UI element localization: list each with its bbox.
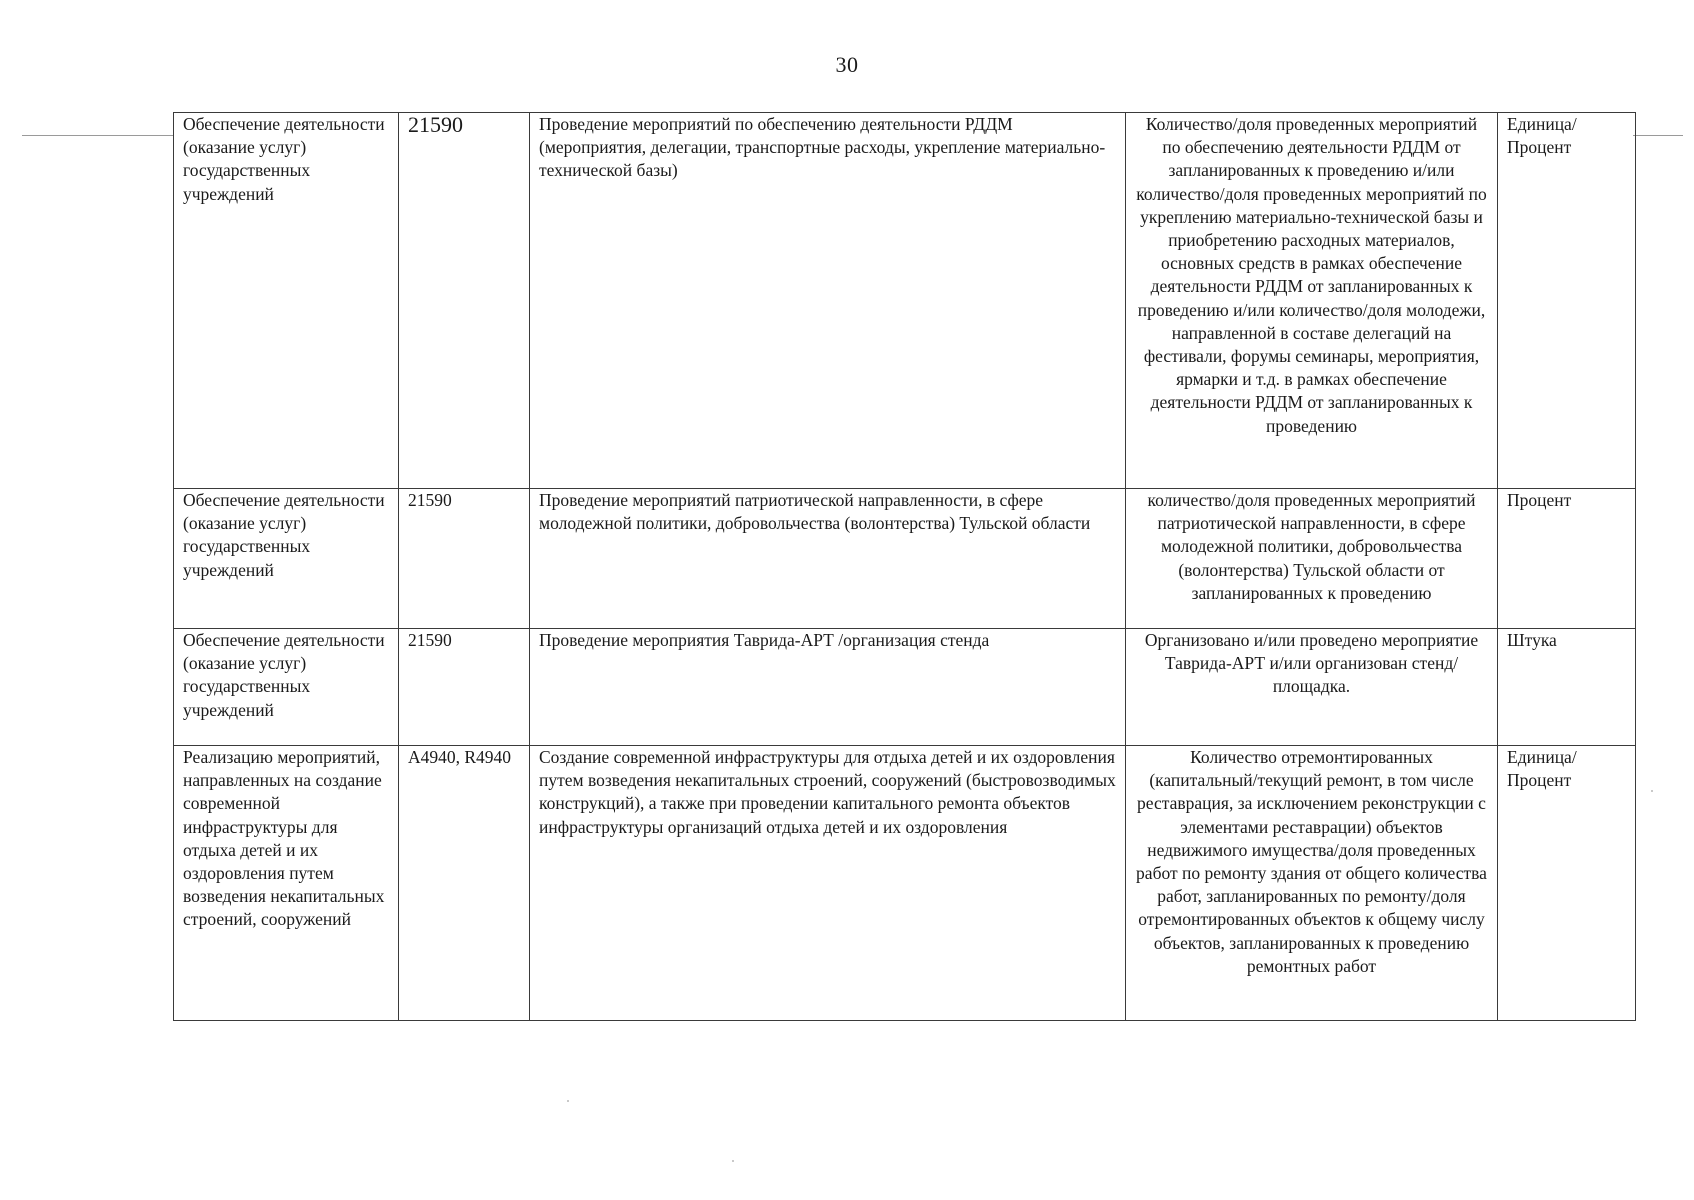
table-row — [174, 113, 1636, 489]
budget-measures-table — [173, 112, 1636, 1021]
indicator-cell: Количество/доля проведенных мероприятий по обеспечению деятельности РДДМ от запланированных к проведению и/или количество/доля проведенных мероприятий по укреплению материально-технической базы и приобретению расходных материалов, основных средств в рамках обеспечение деятельности РДДМ от запланированных к проведению и/или количество/доля молодежи, направленной в составе делегаций на фестивали, форумы семинары, мероприятия, ярмарки и т.д. в рамках обеспечение деятельности РДДМ от запланированных к проведению — [1126, 113, 1498, 489]
unit-cell: Штука — [1498, 629, 1636, 746]
unit-cell: Единица/Процент — [1498, 113, 1636, 489]
budget-code-cell: 21590 — [399, 113, 530, 489]
measure-name-cell: Обеспечение деятельности (оказание услуг) государственных учреждений — [174, 113, 399, 489]
activity-cell: Проведение мероприятий по обеспечению деятельности РДДМ (мероприятия, делегации, транспортные расходы, укрепление материально-технической базы) — [530, 113, 1126, 489]
measure-name-cell: Обеспечение деятельности (оказание услуг) государственных учреждений — [174, 489, 399, 629]
activity-cell: Проведение мероприятий патриотической направленности, в сфере молодежной политики, добровольчества (волонтерства) Тульской области — [530, 489, 1126, 629]
table-row — [174, 746, 1636, 1021]
indicator-cell: количество/доля проведенных мероприятий патриотической направленности, в сфере молодежной политики, добровольчества (волонтерства) Тульской области от запланированных к проведению — [1126, 489, 1498, 629]
measure-name-cell: Реализацию мероприятий, направленных на создание современной инфраструктуры для отдыха детей и их оздоровления путем возведения некапитальных строений, сооружений — [174, 746, 399, 1021]
budget-code-cell: А4940, R4940 — [399, 746, 530, 1021]
scan-speck — [1651, 790, 1653, 792]
unit-cell: Процент — [1498, 489, 1636, 629]
page-number: 30 — [835, 52, 859, 77]
scan-speck — [732, 1160, 734, 1162]
scan-rule-left — [22, 135, 174, 136]
scan-rule-right — [1633, 135, 1683, 136]
scan-speck — [567, 1100, 569, 1102]
table-row — [174, 629, 1636, 746]
indicator-cell: Количество отремонтированных (капитальный/текущий ремонт, в том числе реставрация, за исключением реконструкции с элементами реставрации) объектов недвижимого имущества/доля проведенных работ по ремонту здания от общего количества работ, запланированных по ремонту/доля отремонтированных объектов к общему числу объектов, запланированных к проведению ремонтных работ — [1126, 746, 1498, 1021]
activity-cell: Проведение мероприятия Таврида-АРТ /организация стенда — [530, 629, 1126, 746]
budget-code-cell: 21590 — [399, 629, 530, 746]
activity-cell: Создание современной инфраструктуры для отдыха детей и их оздоровления путем возведения некапитальных строений, сооружений (быстровозводимых конструкций), а также при проведении капитального ремонта объектов инфраструктуры организаций отдыха детей и их оздоровления — [530, 746, 1126, 1021]
budget-code-cell: 21590 — [399, 489, 530, 629]
indicator-cell: Организовано и/или проведено мероприятие Таврида-АРТ и/или организован стенд/площадка. — [1126, 629, 1498, 746]
measure-name-cell: Обеспечение деятельности (оказание услуг) государственных учреждений — [174, 629, 399, 746]
table-row — [174, 489, 1636, 629]
unit-cell: Единица/Процент — [1498, 746, 1636, 1021]
